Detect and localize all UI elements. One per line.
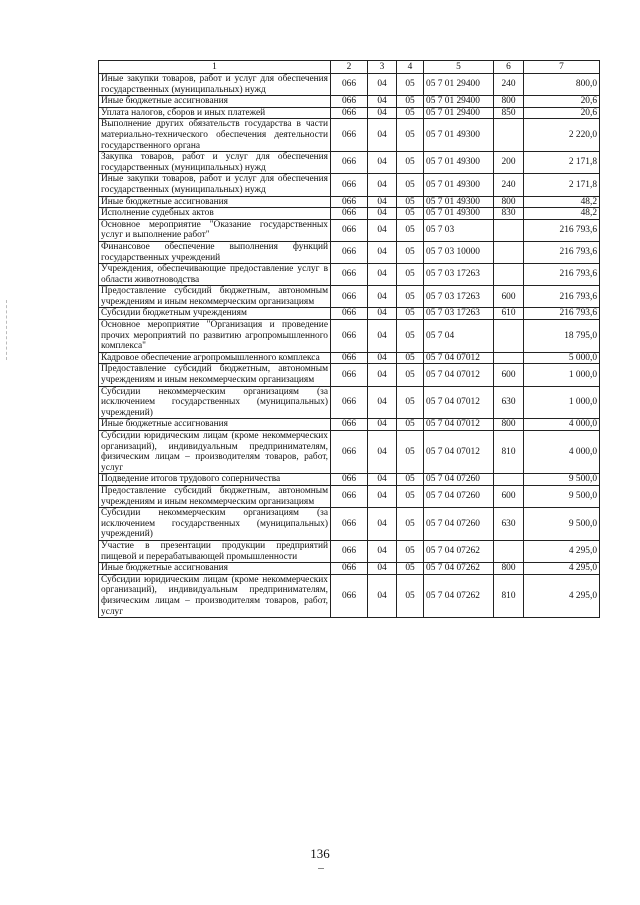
table-row xyxy=(99,563,600,575)
grbs-code: 066 xyxy=(331,574,368,617)
expense-type-code xyxy=(494,540,524,562)
row-name: Закупка товаров, работ и услуг для обеспечения государственных (муниципальных) нужд xyxy=(99,152,331,174)
section-code: 04 xyxy=(368,485,397,507)
amount: 216 793,6 xyxy=(524,264,600,286)
target-article-code: 05 7 04 07262 xyxy=(424,563,494,575)
subsection-code: 05 xyxy=(397,508,424,541)
grbs-code: 066 xyxy=(331,320,368,353)
table-row xyxy=(99,352,600,364)
subsection-code: 05 xyxy=(397,264,424,286)
expense-type-code: 630 xyxy=(494,386,524,419)
expense-type-code: 240 xyxy=(494,74,524,96)
section-code: 04 xyxy=(368,308,397,320)
row-name: Предоставление субсидий бюджетным, автономным учреждениям и иным некоммерческим организациям xyxy=(99,485,331,507)
grbs-code: 066 xyxy=(331,386,368,419)
table-row xyxy=(99,540,600,562)
expense-type-code: 610 xyxy=(494,308,524,320)
section-code: 04 xyxy=(368,540,397,562)
target-article-code: 05 7 03 17263 xyxy=(424,264,494,286)
section-code: 04 xyxy=(368,364,397,386)
section-code: 04 xyxy=(368,431,397,474)
section-code: 04 xyxy=(368,174,397,196)
table-row xyxy=(99,74,600,96)
section-code: 04 xyxy=(368,74,397,96)
section-code: 04 xyxy=(368,219,397,241)
target-article-code: 05 7 03 xyxy=(424,219,494,241)
table-row xyxy=(99,386,600,419)
header-cell: 5 xyxy=(424,61,494,74)
row-name: Иные закупки товаров, работ и услуг для обеспечения государственных (муниципальных) нужд xyxy=(99,74,331,96)
row-name: Иные бюджетные ассигнования xyxy=(99,96,331,108)
target-article-code: 05 7 04 07262 xyxy=(424,540,494,562)
grbs-code: 066 xyxy=(331,241,368,263)
expense-type-code xyxy=(494,241,524,263)
amount: 20,6 xyxy=(524,96,600,108)
row-name: Основное мероприятие "Оказание государственных услуг и выполнение работ" xyxy=(99,219,331,241)
section-code: 04 xyxy=(368,419,397,431)
subsection-code: 05 xyxy=(397,364,424,386)
target-article-code: 05 7 04 07260 xyxy=(424,508,494,541)
table-row xyxy=(99,419,600,431)
row-name: Предоставление субсидий бюджетным, автономным учреждениям и иным некоммерческим организациям xyxy=(99,286,331,308)
header-cell: 7 xyxy=(524,61,600,74)
grbs-code: 066 xyxy=(331,431,368,474)
subsection-code: 05 xyxy=(397,196,424,208)
table-row xyxy=(99,241,600,263)
table-row xyxy=(99,152,600,174)
amount: 4 295,0 xyxy=(524,574,600,617)
target-article-code: 05 7 01 49300 xyxy=(424,119,494,152)
grbs-code: 066 xyxy=(331,352,368,364)
section-code: 04 xyxy=(368,119,397,152)
section-code: 04 xyxy=(368,508,397,541)
expense-type-code: 800 xyxy=(494,419,524,431)
table-row xyxy=(99,508,600,541)
section-code: 04 xyxy=(368,386,397,419)
expense-type-code: 800 xyxy=(494,563,524,575)
subsection-code: 05 xyxy=(397,308,424,320)
amount: 1 000,0 xyxy=(524,364,600,386)
amount: 216 793,6 xyxy=(524,241,600,263)
subsection-code: 05 xyxy=(397,107,424,119)
table-row xyxy=(99,574,600,617)
subsection-code: 05 xyxy=(397,574,424,617)
subsection-code: 05 xyxy=(397,320,424,353)
expense-type-code: 800 xyxy=(494,196,524,208)
target-article-code: 05 7 01 29400 xyxy=(424,74,494,96)
grbs-code: 066 xyxy=(331,74,368,96)
target-article-code: 05 7 04 07012 xyxy=(424,386,494,419)
target-article-code: 05 7 01 49300 xyxy=(424,208,494,220)
expense-type-code: 200 xyxy=(494,152,524,174)
subsection-code: 05 xyxy=(397,485,424,507)
target-article-code: 05 7 04 07012 xyxy=(424,364,494,386)
amount: 216 793,6 xyxy=(524,308,600,320)
grbs-code: 066 xyxy=(331,474,368,486)
table-row xyxy=(99,107,600,119)
target-article-code: 05 7 01 29400 xyxy=(424,107,494,119)
grbs-code: 066 xyxy=(331,119,368,152)
row-name: Иные бюджетные ассигнования xyxy=(99,419,331,431)
section-code: 04 xyxy=(368,474,397,486)
table-row xyxy=(99,474,600,486)
expense-type-code: 810 xyxy=(494,574,524,617)
subsection-code: 05 xyxy=(397,286,424,308)
expense-type-code: 800 xyxy=(494,96,524,108)
expense-type-code: 830 xyxy=(494,208,524,220)
subsection-code: 05 xyxy=(397,474,424,486)
amount: 48,2 xyxy=(524,196,600,208)
header-cell: 4 xyxy=(397,61,424,74)
amount: 800,0 xyxy=(524,74,600,96)
subsection-code: 05 xyxy=(397,563,424,575)
amount: 216 793,6 xyxy=(524,286,600,308)
amount: 1 000,0 xyxy=(524,386,600,419)
grbs-code: 066 xyxy=(331,485,368,507)
row-name: Подведение итогов трудового соперничества xyxy=(99,474,331,486)
expense-type-code: 600 xyxy=(494,485,524,507)
header-cell: 1 xyxy=(99,61,331,74)
subsection-code: 05 xyxy=(397,540,424,562)
row-name: Иные закупки товаров, работ и услуг для обеспечения государственных (муниципальных) нужд xyxy=(99,174,331,196)
subsection-code: 05 xyxy=(397,241,424,263)
expense-type-code xyxy=(494,474,524,486)
table-row xyxy=(99,431,600,474)
grbs-code: 066 xyxy=(331,540,368,562)
row-name: Предоставление субсидий бюджетным, автономным учреждениям и иным некоммерческим организациям xyxy=(99,364,331,386)
expense-type-code xyxy=(494,219,524,241)
amount: 2 171,8 xyxy=(524,174,600,196)
table-row xyxy=(99,286,600,308)
subsection-code: 05 xyxy=(397,74,424,96)
subsection-code: 05 xyxy=(397,119,424,152)
table-row xyxy=(99,308,600,320)
row-name: Учреждения, обеспечивающие предоставление услуг в области животноводства xyxy=(99,264,331,286)
row-name: Кадровое обеспечение агропромышленного комплекса xyxy=(99,352,331,364)
table-row xyxy=(99,485,600,507)
target-article-code: 05 7 03 17263 xyxy=(424,308,494,320)
table-header-row xyxy=(99,61,600,74)
grbs-code: 066 xyxy=(331,286,368,308)
expense-type-code xyxy=(494,264,524,286)
expense-type-code: 630 xyxy=(494,508,524,541)
section-code: 04 xyxy=(368,96,397,108)
amount: 9 500,0 xyxy=(524,485,600,507)
amount: 4 295,0 xyxy=(524,540,600,562)
grbs-code: 066 xyxy=(331,563,368,575)
target-article-code: 05 7 04 xyxy=(424,320,494,353)
amount: 9 500,0 xyxy=(524,474,600,486)
amount: 4 295,0 xyxy=(524,563,600,575)
amount: 4 000,0 xyxy=(524,419,600,431)
expense-type-code: 240 xyxy=(494,174,524,196)
table-row xyxy=(99,219,600,241)
row-name: Субсидии бюджетным учреждениям xyxy=(99,308,331,320)
subsection-code: 05 xyxy=(397,174,424,196)
expense-type-code: 810 xyxy=(494,431,524,474)
table-row xyxy=(99,119,600,152)
expense-type-code: 600 xyxy=(494,286,524,308)
target-article-code: 05 7 04 07012 xyxy=(424,431,494,474)
row-name: Субсидии юридическим лицам (кроме некоммерческих организаций), индивидуальным предпринимателям, физическим лицам – производителям товаров, работ, услуг xyxy=(99,431,331,474)
grbs-code: 066 xyxy=(331,196,368,208)
table-row xyxy=(99,320,600,353)
subsection-code: 05 xyxy=(397,96,424,108)
target-article-code: 05 7 01 49300 xyxy=(424,174,494,196)
grbs-code: 066 xyxy=(331,508,368,541)
row-name: Основное мероприятие "Организация и проведение прочих мероприятий по развитию агропромышленного комплекса" xyxy=(99,320,331,353)
subsection-code: 05 xyxy=(397,431,424,474)
budget-table xyxy=(98,60,600,618)
grbs-code: 066 xyxy=(331,107,368,119)
section-code: 04 xyxy=(368,352,397,364)
target-article-code: 05 7 04 07260 xyxy=(424,485,494,507)
row-name: Субсидии некоммерческим организациям (за исключением государственных (муниципальных) учреждений) xyxy=(99,386,331,419)
grbs-code: 066 xyxy=(331,174,368,196)
subsection-code: 05 xyxy=(397,208,424,220)
amount: 2 171,8 xyxy=(524,152,600,174)
row-name: Уплата налогов, сборов и иных платежей xyxy=(99,107,331,119)
header-cell: 6 xyxy=(494,61,524,74)
header-cell: 2 xyxy=(331,61,368,74)
section-code: 04 xyxy=(368,563,397,575)
grbs-code: 066 xyxy=(331,419,368,431)
section-code: 04 xyxy=(368,320,397,353)
target-article-code: 05 7 01 29400 xyxy=(424,96,494,108)
amount: 20,6 xyxy=(524,107,600,119)
row-name: Иные бюджетные ассигнования xyxy=(99,563,331,575)
amount: 5 000,0 xyxy=(524,352,600,364)
section-code: 04 xyxy=(368,264,397,286)
expense-type-code xyxy=(494,320,524,353)
target-article-code: 05 7 01 49300 xyxy=(424,196,494,208)
subsection-code: 05 xyxy=(397,219,424,241)
grbs-code: 066 xyxy=(331,308,368,320)
target-article-code: 05 7 01 49300 xyxy=(424,152,494,174)
footer-divider xyxy=(318,868,324,869)
expense-type-code xyxy=(494,352,524,364)
table-row xyxy=(99,96,600,108)
amount: 48,2 xyxy=(524,208,600,220)
table-row xyxy=(99,174,600,196)
row-name: Выполнение других обязательств государства в части материально-технического обеспечения деятельности государственного органа xyxy=(99,119,331,152)
amount: 216 793,6 xyxy=(524,219,600,241)
subsection-code: 05 xyxy=(397,419,424,431)
grbs-code: 066 xyxy=(331,219,368,241)
section-code: 04 xyxy=(368,286,397,308)
section-code: 04 xyxy=(368,241,397,263)
row-name: Субсидии юридическим лицам (кроме некоммерческих организаций), индивидуальным предпринимателям, физическим лицам – производителям товаров, работ, услуг xyxy=(99,574,331,617)
subsection-code: 05 xyxy=(397,152,424,174)
row-name: Финансовое обеспечение выполнения функций государственных учреждений xyxy=(99,241,331,263)
page-number: 136 xyxy=(310,846,330,861)
target-article-code: 05 7 04 07012 xyxy=(424,352,494,364)
target-article-code: 05 7 04 07262 xyxy=(424,574,494,617)
expense-type-code: 850 xyxy=(494,107,524,119)
table-row xyxy=(99,208,600,220)
amount: 4 000,0 xyxy=(524,431,600,474)
section-code: 04 xyxy=(368,152,397,174)
expense-type-code: 600 xyxy=(494,364,524,386)
row-name: Исполнение судебных актов xyxy=(99,208,331,220)
amount: 2 220,0 xyxy=(524,119,600,152)
target-article-code: 05 7 04 07012 xyxy=(424,419,494,431)
target-article-code: 05 7 04 07260 xyxy=(424,474,494,486)
grbs-code: 066 xyxy=(331,152,368,174)
grbs-code: 066 xyxy=(331,364,368,386)
grbs-code: 066 xyxy=(331,96,368,108)
subsection-code: 05 xyxy=(397,386,424,419)
section-code: 04 xyxy=(368,208,397,220)
table-row xyxy=(99,196,600,208)
expense-type-code xyxy=(494,119,524,152)
page-edge-mark xyxy=(6,300,8,360)
row-name: Субсидии некоммерческим организациям (за исключением государственных (муниципальных) учреждений) xyxy=(99,508,331,541)
amount: 18 795,0 xyxy=(524,320,600,353)
row-name: Иные бюджетные ассигнования xyxy=(99,196,331,208)
section-code: 04 xyxy=(368,574,397,617)
target-article-code: 05 7 03 17263 xyxy=(424,286,494,308)
amount: 9 500,0 xyxy=(524,508,600,541)
grbs-code: 066 xyxy=(331,264,368,286)
header-cell: 3 xyxy=(368,61,397,74)
section-code: 04 xyxy=(368,107,397,119)
table-row xyxy=(99,364,600,386)
target-article-code: 05 7 03 10000 xyxy=(424,241,494,263)
row-name: Участие в презентации продукции предприятий пищевой и перерабатывающей промышленности xyxy=(99,540,331,562)
grbs-code: 066 xyxy=(331,208,368,220)
subsection-code: 05 xyxy=(397,352,424,364)
section-code: 04 xyxy=(368,196,397,208)
table-row xyxy=(99,264,600,286)
